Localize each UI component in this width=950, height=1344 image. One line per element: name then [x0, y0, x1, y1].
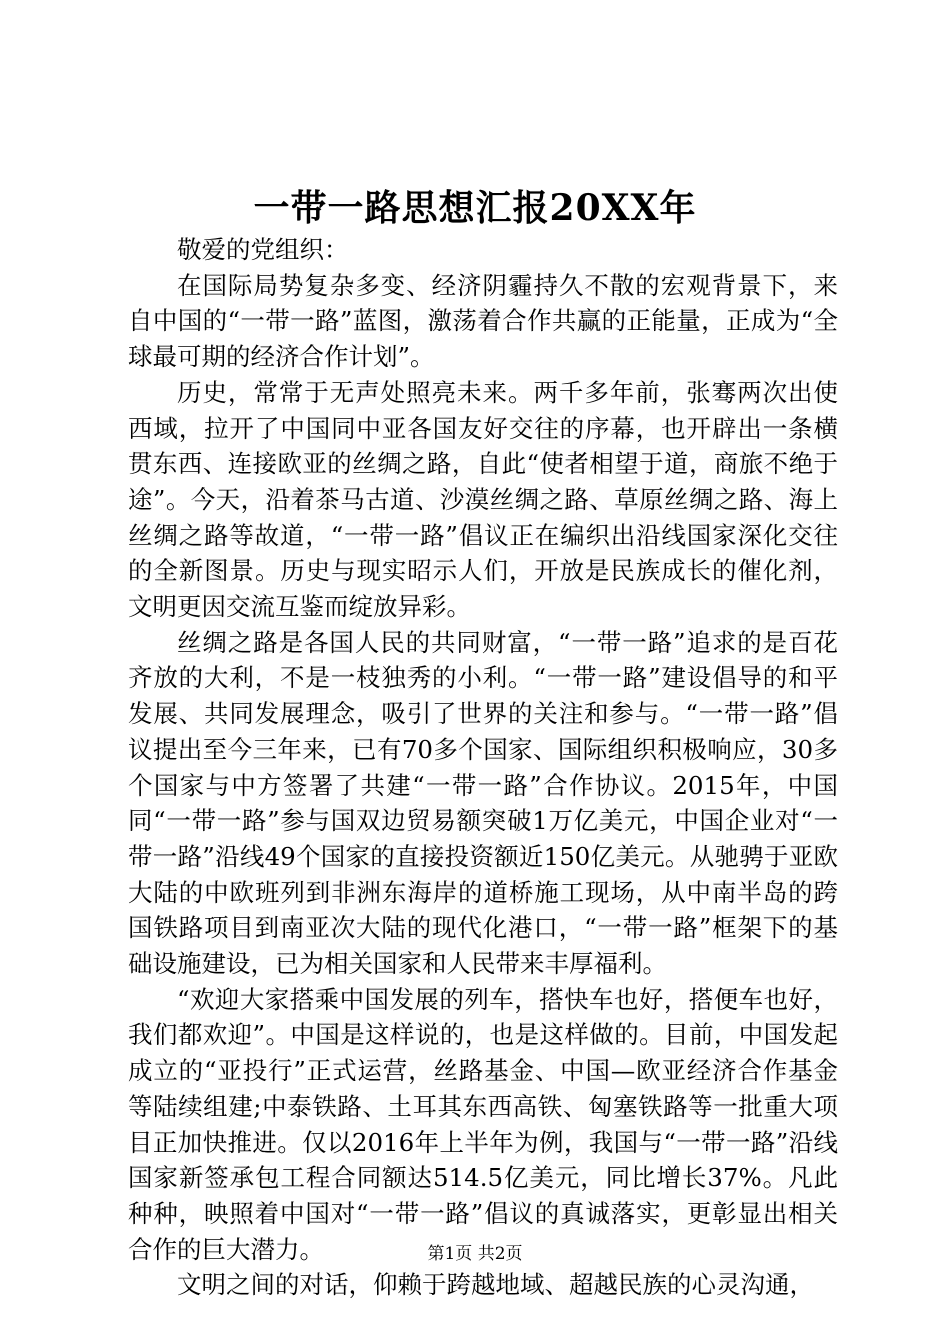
document-title: 一带一路思想汇报20XX年 [253, 187, 697, 229]
paragraph-2: 历史，常常于无声处照亮未来。两千多年前，张骞两次出使西域，拉开了中国同中亚各国友好交往的序幕，也开辟出一条横贯东西、连接欧亚的丝绸之路，自此“使者相望于道，商旅不绝于途”。今天，沿着茶马古道、沙漠丝绸之路、草原丝绸之路、海上丝绸之路等故道，“一带一路”倡议正在编织出沿线国家深化交往的全新图景。历史与现实昭示人们，开放是民族成长的催化剂，文明更因交流互鉴而绽放异彩。 [128, 377, 838, 622]
document-body [128, 232, 838, 1303]
salutation: 敬爱的党组织： [177, 235, 349, 264]
paragraph-4: “欢迎大家搭乘中国发展的列车，搭快车也好，搭便车也好，我们都欢迎”。中国是这样说的，也是这样做的。目前，中国发起成立的“亚投行”正式运营，丝路基金、中国—欧亚经济合作基金等陆续组建;中泰铁路、土耳其东西高铁、匈塞铁路等一批重大项目正加快推进。仅以2016年上半年为例，我国与“一带一路”沿线国家新签承包工程合同额达514.5亿美元，同比增长37%。凡此种种，映照着中国对“一带一路”倡议的真诚落实，更彰显出相关合作的巨大潜力。 [128, 984, 838, 1264]
paragraph-5: 文明之间的对话，仰赖于跨越地域、超越民族的心灵沟通， [177, 1270, 814, 1300]
paragraph-3: 丝绸之路是各国人民的共同财富，“一带一路”追求的是百花齐放的大利，不是一枝独秀的小利。“一带一路”建设倡导的和平发展、共同发展理念，吸引了世界的关注和参与。“一带一路”倡议提出至今三年来，已有70多个国家、国际组织积极响应，30多个国家与中方签署了共建“一带一路”合作协议。2015年，中国同“一带一路”参与国双边贸易额突破1万亿美元，中国企业对“一带一路”沿线49个国家的直接投资额近150亿美元。从驰骋于亚欧大陆的中欧班列到非洲东海岸的道桥施工现场，从中南半岛的跨国铁路项目到南亚次大陆的现代化港口，“一带一路”框架下的基础设施建设，已为相关国家和人民带来丰厚福利。 [128, 627, 838, 979]
paragraph-1: 在国际局势复杂多变、经济阴霾持久不散的宏观背景下，来自中国的“一带一路”蓝图，激荡着合作共赢的正能量，正成为“全球最可期的经济合作计划”。 [128, 270, 838, 372]
page-indicator: 第1页 共2页 [427, 1244, 523, 1264]
